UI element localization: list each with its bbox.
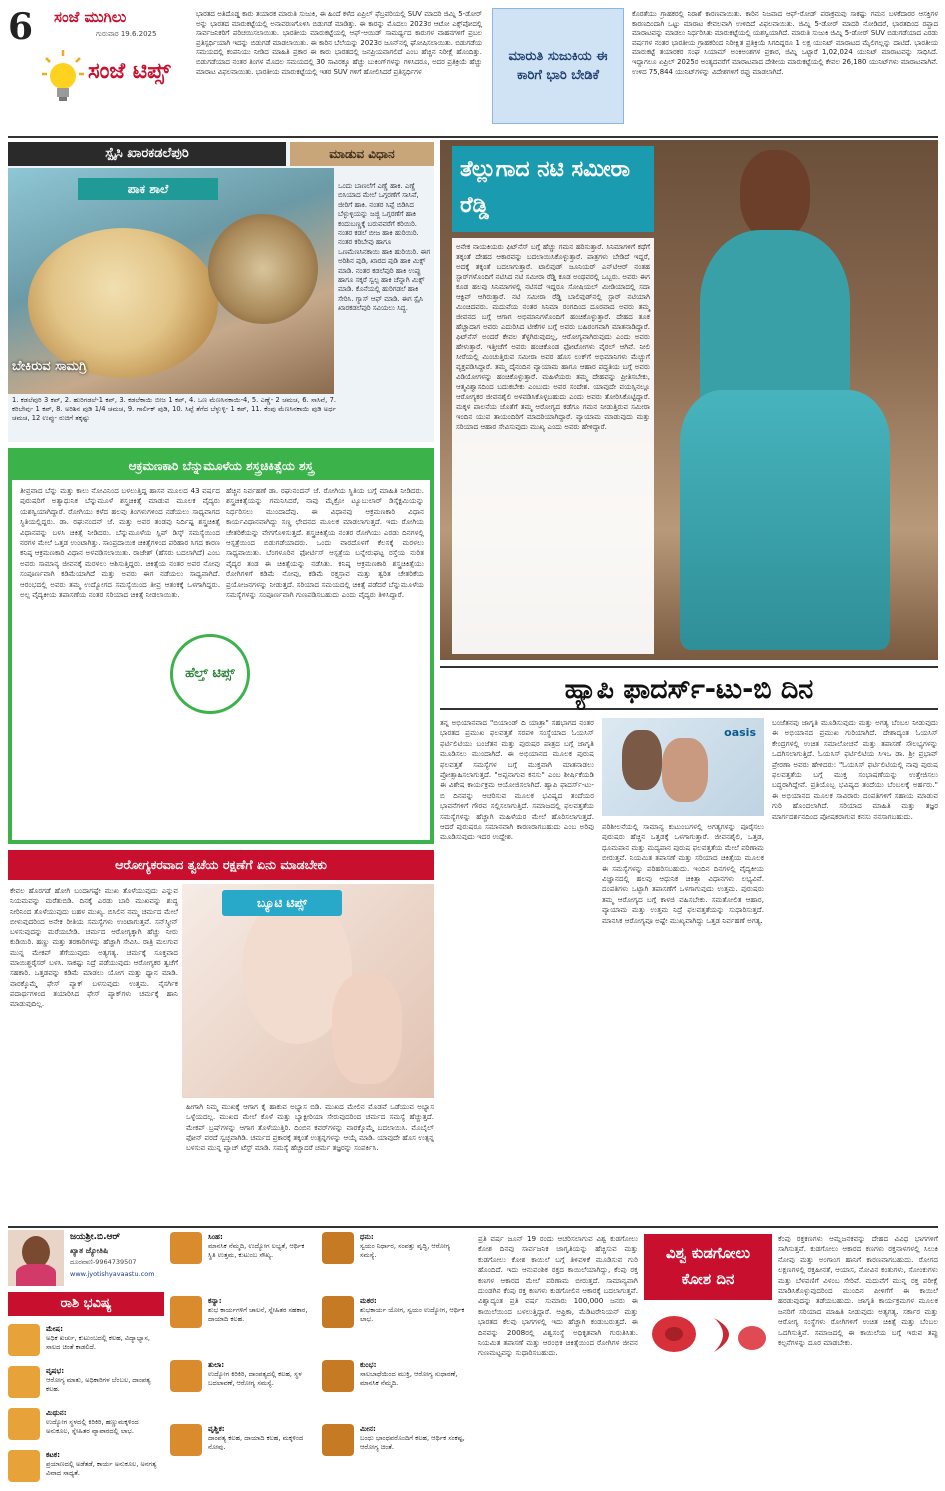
horoscope-item <box>322 1422 468 1482</box>
paper-name: ಸಂಜೆ ಮುಗಿಲು <box>54 8 127 26</box>
horoscope-item <box>322 1358 468 1418</box>
zodiac-text: ದಾಂಪತ್ಯ ಕಲಹ, ದಾಯಾದಿ ಕಲಹ, ಮಕ್ಕಳಿಂದ ನೋವು. <box>208 1434 304 1451</box>
recipe-ingredients: 1. ಕಡಲೆಪುರಿ 3 ಕಪ್, 2. ಹುರಿಗಡಲೆ-1 ಕಪ್, 3. ಕಡಲೆಕಾಯಿ ಬೀಜ 1 ಕಪ್, 4. ಒಣ ಮೆಣಸಿನಕಾಯಿ-4, 5. ಎಣ್ಣೆ- 2 ಚಮಚ, 6. ಸಾಸಿವೆ, 7. ಕರಿಬೇವು- 1 ಕಪ್, 8. ಅರಿಶಿನ ಪುಡಿ 1/4 ಚಮಚ, 9. ಗಾರ್ಲಿಕ್ ಪುಡಿ, 10. ಸಿಪ್ಪೆ ತೆಗೆದ ಬೆಳ್ಳುಳ್ಳಿ- 1 ಕಪ್, 11. ಕೆಂಪು ಮೆಣಸಿನಕಾಯಿ ಪುಡಿ ಅರ್ಧ ಚಮಚ, 12 ಉಪ್ಪು- ರುಚಿಗೆ ತಕ್ಕಷ್ಟು <box>12 396 336 423</box>
recipe-method: ಒಂದು ಬಾಣಲೆಗೆ ಎಣ್ಣೆ ಹಾಕಿ. ಎಣ್ಣೆ ಬಿಸಿಯಾದ ಮೇಲೆ ಒಗ್ಗರಣೆಗೆ ಸಾಸಿವೆ, ಜೀರಿಗೆ ಹಾಕಿ. ನಂತರ ಸಿಪ್ಪೆ ಬಿಡಿಸಿದ ಬೆಳ್ಳುಳ್ಳಿಯನ್ನು ಜಜ್ಜಿ ಒಗ್ಗರಣೆಗೆ ಹಾಕಿ ಕಂದುಬಣ್ಣಕ್ಕೆ ಬರುವವರೆಗೆ ಕರಿಯಿರಿ. ನಂತರ ಕಡಲೆ ಬೀಜ ಹಾಕಿ ಹುರಿಯಿರಿ. ನಂತರ ಕರಿಬೇವು ಹಾಗೂ ಒಣಮೆಣಸಿನಕಾಯಿ ಹಾಕಿ ಹುರಿಯಿರಿ. ಈಗ ಅರಿಶಿನ ಪುಡಿ, ಖಾರದ ಪುಡಿ ಹಾಕಿ ಮಿಕ್ಸ್ ಮಾಡಿ. ನಂತರ ಕಡಲೆಪುರಿ ಹಾಕಿ ಉಪ್ಪು ಹಾಗೂ ಸಕ್ಕರೆ ಸ್ವಲ್ಪ ಹಾಕಿ ಚೆನ್ನಾಗಿ ಮಿಕ್ಸ್ ಮಾಡಿ. ಕೊನೆಯಲ್ಲಿ ಹುರಿಗಡಲೆ ಹಾಕಿ ಸೇರಿಸಿ. ಗ್ಯಾಸ್ ಆಫ್ ಮಾಡಿ. ಈಗ ಸ್ಪೈಸಿ ಖಾರಕಡಲೆಪುರಿ ಸವಿಯಲು ಸಿದ್ಧ. <box>338 182 431 313</box>
fathers-section <box>440 666 938 1222</box>
horoscope-item <box>170 1230 316 1290</box>
maruti-body-left: ಭಾರತದ ಅತಿದೊಡ್ಡ ಕಾರು ತಯಾರಕ ಮಾರುತಿ ಸುಜುಕಿ, ಈ ಹಿಂದೆ ಕಳೆದ ಏಪ್ರಿಲ್ ಫೆಬ್ರವರಿಯಲ್ಲಿ SUV ಮಾದರಿ ಜಿಮ್ನಿ 5-ಡೋರ್ ಅನ್ನು ಭಾರತದ ಮಾರುಕಟ್ಟೆಯಲ್ಲಿ ಅನಾವರಣಗೊಳಿಸಿ ಬಿಡುಗಡೆ ಮಾಡಿತ್ತು. ಈ ಕಾರನ್ನು ಮೊದಲು 2023ರ ಆಟೋ ಎಕ್ಸ್‌ಪೋದಲ್ಲಿ ಸಾರ್ವಜನಿಕರಿಗೆ ಪರಿಚಯಿಸಲಾಯಿತು. ಭಾರತೀಯ ಮಾರುಕಟ್ಟೆಯಲ್ಲಿ ಆಫ್-ಆಯಿಡ್ ಸಾಮರ್ಥ್ಯದ ಕಾರುಗಳ ವಾಹನಗಳಿಗೆ ಪ್ರಬಲ ಪ್ರತಿಸ್ಪರ್ಧಿಯಾಗಿ ಇದನ್ನು ಬಿಡುಗಡೆ ಮಾಡಲಾಯಿತು. ಈ ಕಾರಿನ ಬೆಲೆಯನ್ನು 2023ರ ಜೂನ್‌ನಲ್ಲಿ ಘೋಷಿಸಲಾಯಿತು. ಬಿಡುಗಡೆಯ ಸಮಯದಲ್ಲಿ ಕಂಪನಿಯು ನೀಡಿದ ಮಾಹಿತಿ ಪ್ರಕಾರ ಈ ಕಾರು ಭಾರತದಲ್ಲಿ ಜನಪ್ರಿಯವಾಗಲಿದೆ ಎಂಬ ಹೆಚ್ಚಿನ ನಿರೀಕ್ಷೆ ಹೊಂದಿತ್ತು. ಬಿಡುಗಡೆಯಾದ ನಂತರ ತಿಂಗಳ ಮೊದಲ ಸಮಯದಲ್ಲಿ 30 ಸಾವಿರಕ್ಕೂ ಹೆಚ್ಚು ಬುಕಿಂಗ್‌ಗಳನ್ನು ಗಳಿಸಿದರೂ, ಅದರ ಪ್ರತಿಕ್ರಿಯೆ ಹೆಚ್ಚು ಮಾರಾಟ ವಿಫಲವಾಯಿತು. ಭಾರತೀಯ ಮಾರುಕಟ್ಟೆಯಲ್ಲಿ ಇತರ SUV ಗಳಿಗೆ ಹೋಲಿಸಿದರೆ ಪ್ರತಿಸ್ಪರ್ಧಿಗಳ <box>196 10 482 76</box>
actress-figure <box>670 140 900 660</box>
horoscope-item <box>322 1230 468 1290</box>
snack-bowl <box>28 228 218 378</box>
skin-badge: ಬ್ಯೂಟಿ ಟಿಪ್ಸ್ <box>222 890 342 916</box>
horoscope-item <box>8 1406 164 1446</box>
skin-body-left: ಕೇವಲ ಹೊರಗಡೆ ಹೋಗಿ ಬಂದಾಗಷ್ಟೇ ಮುಖ ತೊಳೆಯುವುದು ಎನ್ನುವ ನಿಯಮವನ್ನು ಮರೆತುಬಿಡಿ. ದಿನಕ್ಕೆ ಎರಡು ಬಾರಿ ಮುಖವನ್ನು ಶುದ್ಧ ನೀರಿನಿಂದ ತೊಳೆಯುವುದು ಬಹಳ ಮುಖ್ಯ. ಬಿಸಿಲಿನ ನಮ್ಮ ಚರ್ಮದ ಮೇಲೆ ಬೀಳುವುದರಿಂದ ಅನೇಕ ರೀತಿಯ ಸಮಸ್ಯೆಗಳು ಉಂಟಾಗುತ್ತವೆ. ಸನ್‌ಸ್ಕ್ರೀನ್ ಬಳಸುವುದನ್ನು ಮರೆಯಬೇಡಿ. ಚರ್ಮದ ಆರೋಗ್ಯಕ್ಕಾಗಿ ಹೆಚ್ಚು ನೀರು ಕುಡಿಯಿರಿ. ಹಣ್ಣು ಮತ್ತು ತರಕಾರಿಗಳನ್ನು ಹೆಚ್ಚಾಗಿ ಸೇವಿಸಿ. ರಾತ್ರಿ ಮಲಗುವ ಮುನ್ನ ಮೇಕಪ್ ತೆಗೆಯುವುದು ಅತ್ಯಗತ್ಯ. ಚರ್ಮಕ್ಕೆ ಸೂಕ್ತವಾದ ಮಾಯಿಶ್ಚರೈಸರ್ ಬಳಸಿ. ಸಾಕಷ್ಟು ನಿದ್ರೆ ಪಡೆಯುವುದು ಆರೋಗ್ಯಕರ ತ್ವಚೆಗೆ ಸಹಕಾರಿ. ಒತ್ತಡವನ್ನು ಕಡಿಮೆ ಮಾಡಲು ಯೋಗ ಮತ್ತು ಧ್ಯಾನ ಮಾಡಿ. ವಾರಕ್ಕೊಮ್ಮೆ ಫೇಸ್ ಪ್ಯಾಕ್ ಬಳಸುವುದು ಉತ್ತಮ. ನೈಸರ್ಗಿಕ ಪದಾರ್ಥಗಳಿಂದ ತಯಾರಿಸಿದ ಫೇಸ್ ಪ್ಯಾಕ್‌ಗಳು ಚರ್ಮಕ್ಕೆ ಹಾನಿ ಮಾಡುವುದಿಲ್ಲ. <box>10 886 178 1009</box>
zodiac-name: ವೃಷಭ: <box>46 1366 65 1375</box>
astrologer-phone: ದೂರವಾಣಿ-9964739507 <box>70 1258 137 1266</box>
zodiac-icon <box>322 1296 354 1328</box>
skin-section <box>8 850 434 1222</box>
page-number: 6 <box>8 6 34 48</box>
ozone-headline-box <box>644 1234 772 1300</box>
zodiac-name: ತುಲಾ: <box>208 1360 225 1369</box>
maruti-headline: ಮಾರುತಿ ಸುಜುಕಿಯ ಈ ಕಾರಿಗೆ ಭಾರಿ ಬೇಡಿಕೆ <box>508 49 608 83</box>
maruti-body-right: ಕೊರತೆಯು ಗ್ರಾಹಕರಲ್ಲಿ ನಿರಾಶೆ ಕಾರಣವಾಯಿತು. ಕಾರಿನ ನಿಜವಾದ ಆಫ್-ರೋಡ್ ಪರಾಕ್ರಮವು ಸಾಕಷ್ಟು ಗಮನ ಬಳಕೆದಾರರ ಆಸಕ್ತಿಗಳ ಕಾರಣದಿಂದಾಗಿ ಒಟ್ಟು ಮಾರಾಟ ಕೇವಲವಾಗಿ ಉಳಿದಿದೆ ವಿಫಲವಾಯಿತು. ಜಿಮ್ನಿ 5-ಡೋರ್ ಮಾದರಿ ನೋಡಿದರೆ, ಭಾರತದಿಂದ ರಫ್ತಾದ ಮಾರಾಟವನ್ನು ಮಾಡಲು ನಿರ್ಧರಿಸಿತು ಮಾರುಕಟ್ಟೆಯಲ್ಲಿ ಯಶಸ್ವಿಯಾಗಿದೆ. ಮಾರುತಿ ಸುಜುಕಿ ಜಿಮ್ನಿ 5-ಡೋರ್ SUV ಬಿಡುಗಡೆಯಾದ ಎರಡು ವರ್ಷಗಳ ನಂತರ ಭಾರತೀಯ ಗ್ರಾಹಕರಿಂದ ನಿರೀಕ್ಷಿತ ಪ್ರತಿಕ್ರಿಯೆ ಸಿಗದಿದ್ದರೂ 1 ಲಕ್ಷ ಯುನಿಟ್ ಮಾರಾಟದ ಮೈಲಿಗಲ್ಲನ್ನು ದಾಟಿದೆ. ಭಾರತೀಯ ಮಾರುಕಟ್ಟೆ ತಯಾರಕರ ಸಂಘ ಸಿಯಾಮ್ ಅಂಕಿಅಂಶಗಳ ಪ್ರಕಾರ, ಜಿಮ್ನಿ ಒಟ್ಟಾರೆ 1,02,024 ಯುನಿಟ್ ಮಾರಾಟವನ್ನು ಸಾಧಿಸಿದೆ. ಇದ್ದಾಗಲೂ ಏಪ್ರಿಲ್ 2025ರ ಅಂತ್ಯದವರೆಗೆ ಮಾರಾಟವಾದ ದೇಶೀಯ ಮಾರುಕಟ್ಟೆಯಲ್ಲಿ ಕೇವಲ 26,180 ಯುನಿಟ್‌ಗಳು ಮಾರಾಟವಾಗಿವೆ. ಉಳಿದ 75,844 ಯುನಿಟ್‌ಗಳನ್ನು ವಿದೇಶಗಳಿಗೆ ರಫ್ತು ಮಾಡಲಾಗಿದೆ. <box>632 10 938 76</box>
maruti-headline-box <box>492 8 624 124</box>
health-badge-text: ಹೆಲ್ತ್ ಟಿಪ್ಸ್ <box>185 666 235 681</box>
zodiac-name: ಮಿಥುನ: <box>46 1408 67 1417</box>
zodiac-icon <box>170 1360 202 1392</box>
zodiac-name: ಕಟಕ: <box>46 1450 61 1459</box>
fathers-ad <box>602 718 764 816</box>
divider <box>8 1226 938 1228</box>
zodiac-text: ಸ್ವಯಂ ನಿರ್ಧಾರ, ಸಂಪತ್ತು ವೃದ್ಧಿ, ಆರೋಗ್ಯ ಸಮಸ್ಯೆ. <box>360 1242 451 1259</box>
zodiac-text: ಆರೋಗ್ಯ ಮಾತು, ಅಧಿಕಾರಿಗಳ ಬೆಂಬಲ, ದಾಂಪತ್ಯ ಕಲಹ. <box>46 1376 151 1393</box>
fathers-col1: ತನ್ನ ಅಭಿಯಾನವಾದ "ಬಿಯಾಂಡ್ ದಿ ಯಾತ್ರಾ" ಸಹಭಾಗದ ನಂತರ ಭಾರತದ ಪ್ರಮುಖ ಫಲವತ್ತತೆ ಸರಪಳಿ ಸಂಸ್ಥೆಯಾದ ಓಯಸಿಸ್ ಫರ್ಟಿಲಿಟಿಯು ಬಂಜೆತನ ಮತ್ತು ಪುರುಷರ ಪಾತ್ರದ ಬಗ್ಗೆ ಜಾಗೃತಿ ಮೂಡಿಸಲು ಮುಂದಾಗಿದೆ. ಈ ಅಭಿಯಾನದ ಮೂಲಕ ಪುರುಷ ಫಲವತ್ತತೆ ಸಮಸ್ಯೆಗಳ ಬಗ್ಗೆ ಮುಕ್ತವಾಗಿ ಮಾತನಾಡಲು ಪ್ರೋತ್ಸಾಹಿಸಲಾಗುತ್ತದೆ. "ಅಪ್ಪನಾಗುವ ಕನಸು" ಎಂಬ ಶೀರ್ಷಿಕೆಯಡಿ ಈ ವಿಶೇಷ ಕಾರ್ಯಕ್ರಮ ಆಯೋಜಿಸಲಾಗಿದೆ. ಹ್ಯಾಪಿ ಫಾದರ್ಸ್-ಟು-ಬಿ ದಿನವನ್ನು ಆಚರಿಸುವ ಮೂಲಕ ಭವಿಷ್ಯದ ತಂದೆಯರ ಭಾವನೆಗಳಿಗೆ ಗೌರವ ಸಲ್ಲಿಸಲಾಗುತ್ತಿದೆ. ಸಮಾಜದಲ್ಲಿ ಫಲವತ್ತತೆಯ ಸಮಸ್ಯೆಗಳನ್ನು ಹೆಚ್ಚಾಗಿ ಮಹಿಳೆಯರ ಮೇಲೆ ಹೊರಿಸಲಾಗುತ್ತದೆ. ಆದರೆ ಪುರುಷರೂ ಸಮಾನವಾಗಿ ಕಾರಣರಾಗಬಹುದು ಎಂಬ ಅರಿವು ಮೂಡಿಸುವುದು ಇದರ ಉದ್ದೇಶ. <box>440 718 594 842</box>
divider <box>8 136 938 138</box>
zodiac-icon <box>8 1450 40 1482</box>
health-badge <box>170 634 250 714</box>
actress-body: ಅನೇಕ ನಾಯಕಿಯರು ಫಿಟ್‌ನೆಸ್ ಬಗ್ಗೆ ಹೆಚ್ಚು ಗಮನ ಹರಿಸುತ್ತಾರೆ. ಸಿನಿಮಾಗಳಿಗೆ ಕಥೆಗೆ ತಕ್ಕಂತೆ ದೇಹದ ಆಕಾರವನ್ನು ಬದಲಾಯಿಸಿಕೊಳ್ಳುತ್ತಾರೆ. ಪಾತ್ರಗಳು ಬೇಡಿದೆ ಇದ್ದರೆ, ಅದಕ್ಕೆ ತಕ್ಕಂತೆ ಬದಲಾಗುತ್ತಾರೆ. ಟಾಲಿವುಡ್ ಜೂನಿಯರ್ ಎನ್‌ಟಿಆರ್ ನಂತಹ ಸ್ಟಾರ್‌ಗಳೊಂದಿಗೆ ನಟಿಸಿದ ನಟಿ ಸಮೀರಾ ರೆಡ್ಡಿ ಕೂಡ ಅಂಥವರಲ್ಲಿ ಒಬ್ಬರು. ಅವರು ಈಗ ಕೂಡ ಹಲವು ಸಿನಿಮಾಗಳಲ್ಲಿ ನಟಿಸದೆ ಇದ್ದರೂ ಸೋಷಿಯಲ್ ಮೀಡಿಯಾದಲ್ಲಿ ಸದಾ ಆಕ್ಟಿವ್ ಆಗಿರುತ್ತಾರೆ. ನಟಿ ಸಮೀರಾ ರೆಡ್ಡಿ ಬಾಲಿವುಡ್‌ನಲ್ಲಿ ಸ್ಟಾರ್ ನಟಿಯಾಗಿ ಮಿಂಚಿದವರು. ಮದುವೆಯ ನಂತರ ಸಿನಿಮಾ ರಂಗದಿಂದ ದೂರವಾದ ಅವರು ತಮ್ಮ ಜೀವನದ ಬಗ್ಗೆ ಆಗಾಗ ಅಭಿಮಾನಿಗಳೊಂದಿಗೆ ಹಂಚಿಕೊಳ್ಳುತ್ತಾರೆ. ದೇಹದ ತೂಕ ಹೆಚ್ಚಾದಾಗ ಅವರು ಎದುರಿಸಿದ ಟೀಕೆಗಳ ಬಗ್ಗೆ ಅವರು ಬಹಿರಂಗವಾಗಿ ಮಾತನಾಡಿದ್ದಾರೆ. ಫಿಟ್‌ನೆಸ್ ಅಂದರೆ ಕೇವಲ ತೆಳ್ಳಗಿರುವುದಲ್ಲ, ಆರೋಗ್ಯವಾಗಿರುವುದು ಎಂದು ಅವರು ಹೇಳುತ್ತಾರೆ. ಇತ್ತೀಚೆಗೆ ಅವರು ಹಂಚಿಕೊಂಡ ಫೋಟೋಗಳು ವೈರಲ್ ಆಗಿವೆ. ನೀಲಿ ಸೀರೆಯಲ್ಲಿ ಮಿಂಚುತ್ತಿರುವ ಸಮೀರಾ ಅವರ ಹೊಸ ಲುಕ್‌ಗೆ ಅಭಿಮಾನಿಗಳು ಮೆಚ್ಚುಗೆ ವ್ಯಕ್ತಪಡಿಸಿದ್ದಾರೆ. ತಮ್ಮ ದೈನಂದಿನ ವ್ಯಾಯಾಮ ಹಾಗೂ ಆಹಾರ ಪದ್ಧತಿಯ ಬಗ್ಗೆ ಅವರು ವಿಡಿಯೋಗಳನ್ನು ಹಂಚಿಕೊಳ್ಳುತ್ತಾರೆ. ಮಹಿಳೆಯರು ತಮ್ಮ ದೇಹವನ್ನು ಪ್ರೀತಿಸಬೇಕು, ಆತ್ಮವಿಶ್ವಾಸದಿಂದ ಬದುಕಬೇಕು ಎಂಬುದು ಅವರ ಸಂದೇಶ. ಯಾವುದೇ ವಯಸ್ಸಿನಲ್ಲೂ ಆರೋಗ್ಯಕರ ಜೀವನಶೈಲಿ ಅಳವಡಿಸಿಕೊಳ್ಳಬಹುದು ಎಂದು ಅವರು ತೋರಿಸಿಕೊಟ್ಟಿದ್ದಾರೆ. ಮಕ್ಕಳ ಪಾಲನೆಯ ಜೊತೆಗೆ ತಮ್ಮ ಆರೋಗ್ಯದ ಕಡೆಗೂ ಗಮನ ನೀಡುತ್ತಿರುವ ಸಮೀರಾ ಇಂದಿನ ಯುವ ತಾಯಂದಿರಿಗೆ ಮಾದರಿಯಾಗಿದ್ದಾರೆ. ವ್ಯಾಯಾಮ ಮಾಡುವುದು ಮತ್ತು ಸರಿಯಾದ ಆಹಾರ ಸೇವಿಸುವುದು ಮುಖ್ಯ ಎಂದು ಅವರು ಹೇಳಿದ್ದಾರೆ. <box>452 238 654 654</box>
zodiac-text: ಸಾಲಬಾಧೆಯಿಂದ ಮುಕ್ತಿ, ಆರೋಗ್ಯ ಸುಧಾರಣೆ, ಮಾನಸಿಕ ನೆಮ್ಮದಿ. <box>360 1370 458 1387</box>
horoscope-item <box>170 1358 316 1418</box>
health-body-right: ಹೆಚ್ಚಿನ ನಿರ್ವಹಣೆ ಡಾ. ರಘುನಂದನ್ ಜೆ. ರೋಗಿಯ ಸ್ಥಿತಿಯ ಬಗ್ಗೆ ಮಾಹಿತಿ ನೀಡಿದರು. ಶಸ್ತ್ರಚಿಕಿತ್ಸೆಯನ್ನು ಗಮನಿಸಿದರೆ, ನಾವು ಮೈಕ್ರೋ ಟ್ಯೂಬುಲಾರ್ ಡಿಸ್ಕೆಕ್ಟಮಿಯನ್ನು ನಿರ್ಧರಿಸಲು ಮುಂದಾದೆವು. ಈ ವಿಧಾನವು ಆಕ್ರಮಣಕಾರಿ ವಿಧಾನ ಕಾರ್ಯವಿಧಾನವಾಗಿದ್ದು ಸಣ್ಣ ಛೇದನದ ಮೂಲಕ ಮಾಡಲಾಗುತ್ತದೆ. ಇದು ರೋಗಿಯ ಚೇತರಿಕೆಯನ್ನು ವೇಗಗೊಳಿಸುತ್ತದೆ. ಶಸ್ತ್ರಚಿಕಿತ್ಸೆಯ ನಂತರ ರೋಗಿಯು ಎರಡು ದಿನಗಳಲ್ಲಿ ಆಸ್ಪತ್ರೆಯಿಂದ ಬಿಡುಗಡೆಯಾದರು. ಒಂದು ವಾರದೊಳಗೆ ಕೆಲಸಕ್ಕೆ ಮರಳಲು ಸಾಧ್ಯವಾಯಿತು. ಬೆಂಗಳೂರಿನ ಫೋರ್ಟಿಸ್ ಆಸ್ಪತ್ರೆಯ ಬನ್ನೇರುಘಟ್ಟ ರಸ್ತೆಯ ನುರಿತ ವೈದ್ಯರ ತಂಡ ಈ ಚಿಕಿತ್ಸೆಯನ್ನು ನಡೆಸಿತು. ಕನಿಷ್ಠ ಆಕ್ರಮಣಕಾರಿ ಶಸ್ತ್ರಚಿಕಿತ್ಸೆಯು ರೋಗಿಗಳಿಗೆ ಕಡಿಮೆ ನೋವು, ಕಡಿಮೆ ರಕ್ತಸ್ರಾವ ಮತ್ತು ತ್ವರಿತ ಚೇತರಿಕೆಯ ಪ್ರಯೋಜನಗಳನ್ನು ನೀಡುತ್ತದೆ. ಸರಿಯಾದ ಸಮಯದಲ್ಲಿ ಚಿಕಿತ್ಸೆ ಪಡೆದರೆ ಬೆನ್ನುಮೂಳೆಯ ಸಮಸ್ಯೆಗಳನ್ನು ಸಂಪೂರ್ಣವಾಗಿ ಗುಣಪಡಿಸಬಹುದು ಎಂದು ವೈದ್ಯರು ತಿಳಿಸಿದ್ದಾರೆ. <box>226 486 424 600</box>
skin-photo <box>182 884 434 1098</box>
zodiac-text: ಮಾನಸಿಕ ನೆಮ್ಮದಿ, ಉದ್ಯೋಗ ಲಭ್ಯತೆ, ಆರ್ಥಿಕ ಸ್ಥಿತಿ ಉತ್ತಮ, ಕುಟುಂಬ ಸೌಖ್ಯ. <box>208 1242 305 1259</box>
ozone-headline: ವಿಶ್ವ ಕುಡಗೋಲು ಕೋಶ ದಿನ <box>666 1244 750 1288</box>
astrologer-website: www.jyotishyavaastu.com <box>70 1270 155 1278</box>
astrologer-role: ಖ್ಯಾತ ಜ್ಯೋತಿಷಿ <box>70 1246 109 1255</box>
horoscope-item <box>8 1448 164 1488</box>
zodiac-text: ಉದ್ಯೋಗ ಸ್ಥಳದಲ್ಲಿ ಕಿರಿಕಿರಿ, ಹಣ್ಣುಮಕ್ಕಳಿಂದ ಅನುಕೂಲ, ಸ್ನೇಹಿತರ ವ್ಯಾಪಾರದಲ್ಲಿ ಲಾಭ. <box>46 1418 139 1435</box>
horoscope-item <box>170 1294 316 1354</box>
zodiac-name: ಮಕರ: <box>360 1296 377 1305</box>
zodiac-icon <box>8 1324 40 1356</box>
horoscope-item <box>8 1322 164 1362</box>
zodiac-icon <box>322 1424 354 1456</box>
zodiac-name: ಕುಂಭ: <box>360 1360 377 1369</box>
zodiac-name: ಮೀನ: <box>360 1424 376 1433</box>
skin-headline: ಆರೋಗ್ಯಕರವಾದ ತ್ವಚೆಯ ರಕ್ಷಣೆಗೆ ಏನು ಮಾಡಬೇಕು <box>8 850 434 880</box>
horoscope-item <box>322 1294 468 1354</box>
astrologer-name: ಜಯಶ್ರೀ.ಬಿ.ಆರ್ <box>70 1232 121 1242</box>
astrologer-photo <box>8 1230 64 1286</box>
issue-date: ಗುರುವಾರ 19.6.2025 <box>96 30 157 38</box>
zodiac-icon <box>170 1296 202 1328</box>
zodiac-name: ಮೇಷ: <box>46 1324 63 1333</box>
horoscope-item <box>8 1364 164 1404</box>
zodiac-text: ಶುಭಕಾರ್ಯ ಯೋಗ, ಸ್ವಯಂ ಉದ್ಯೋಗ, ಆರ್ಥಿಕ ಲಾಭ. <box>360 1306 465 1323</box>
ozone-col1: ಪ್ರತಿ ವರ್ಷ ಜೂನ್ 19 ರಂದು ಆಚರಿಸಲಾಗುವ ವಿಶ್ವ ಕುಡಗೋಲು ಕೋಶ ದಿನವು ಸಾರ್ವಜನಿಕ ಜಾಗೃತಿಯನ್ನು ಹೆಚ್ಚಿಸುವ ಮತ್ತು ಕುಡಗೋಲು ಕೋಶ ಕಾಯಿಲೆ ಬಗ್ಗೆ ತಿಳಿವಳಿಕೆ ಮೂಡಿಸುವ ಗುರಿ ಹೊಂದಿದೆ. ಇದು ಆನುವಂಶಿಕ ರಕ್ತದ ಕಾಯಿಲೆಯಾಗಿದ್ದು, ಕೆಂಪು ರಕ್ತ ಕಣಗಳ ಆಕಾರದ ಮೇಲೆ ಪರಿಣಾಮ ಬೀರುತ್ತದೆ. ಸಾಮಾನ್ಯವಾಗಿ ದುಂಡಗಿನ ಕೆಂಪು ರಕ್ತ ಕಣಗಳು ಕುಡಗೋಲಿನ ಆಕಾರಕ್ಕೆ ಬದಲಾಗುತ್ತವೆ. ವಿಶ್ವಾದ್ಯಂತ ಪ್ರತಿ ವರ್ಷ ಸುಮಾರು 100,000 ಜನರು ಈ ಕಾಯಿಲೆಯಿಂದ ಬಳಲುತ್ತಿದ್ದಾರೆ. ಆಫ್ರಿಕಾ, ಮೆಡಿಟರೇನಿಯನ್ ಮತ್ತು ಭಾರತದ ಕೆಲವು ಭಾಗಗಳಲ್ಲಿ ಇದು ಹೆಚ್ಚಾಗಿ ಕಂಡುಬರುತ್ತದೆ. ಈ ದಿನವನ್ನು 2008ರಲ್ಲಿ ವಿಶ್ವಸಂಸ್ಥೆ ಅಧಿಕೃತವಾಗಿ ಗುರುತಿಸಿತು. ನಿಯಮಿತ ತಪಾಸಣೆ ಮತ್ತು ಆರಂಭಿಕ ಚಿಕಿತ್ಸೆಯಿಂದ ರೋಗಿಗಳ ಜೀವನ ಗುಣಮಟ್ಟವನ್ನು ಸುಧಾರಿಸಬಹುದು. <box>478 1234 638 1358</box>
zodiac-icon <box>322 1232 354 1264</box>
fathers-col3: ಬಂಜೆತನವು ಜಾಗೃತಿ ಮೂಡಿಸುವುದು ಮತ್ತು ಅಗತ್ಯ ಬೆಂಬಲ ನೀಡುವುದು ಈ ಅಭಿಯಾನದ ಪ್ರಮುಖ ಗುರಿಯಾಗಿದೆ. ದೇಶಾದ್ಯಂತ ಓಯಸಿಸ್ ಕೇಂದ್ರಗಳಲ್ಲಿ ಉಚಿತ ಸಮಾಲೋಚನೆ ಮತ್ತು ತಪಾಸಣೆ ಸೌಲಭ್ಯಗಳನ್ನು ಒದಗಿಸಲಾಗುತ್ತಿದೆ. ಓಯಸಿಸ್ ಫರ್ಟಿಲಿಟಿಯ ಸಿಇಒ ಡಾ. ಶ್ರೀ ಪ್ರಭಾವ್ ಪ್ರೇರಣಾ ಅವರು ಹೇಳಿದರು: "ಓಯಸಿಸ್ ಫರ್ಟಿಲಿಟಿಯಲ್ಲಿ ನಾವು ಪುರುಷ ಫಲವತ್ತತೆಯ ಬಗ್ಗೆ ಮುಕ್ತ ಸಂಭಾಷಣೆಯನ್ನು ಉತ್ತೇಜಿಸಲು ಬದ್ಧರಾಗಿದ್ದೇವೆ. ಪ್ರತಿಯೊಬ್ಬ ಭವಿಷ್ಯದ ತಂದೆಯು ಬೆಂಬಲಕ್ಕೆ ಅರ್ಹರು." ಈ ಅಭಿಯಾನದ ಮೂಲಕ ಸಾವಿರಾರು ದಂಪತಿಗಳಿಗೆ ಸಹಾಯ ಮಾಡುವ ಗುರಿ ಹೊಂದಲಾಗಿದೆ. ಸರಿಯಾದ ಮಾಹಿತಿ ಮತ್ತು ತಜ್ಞರ ಮಾರ್ಗದರ್ಶನದಿಂದ ಪೋಷಕರಾಗುವ ಕನಸು ನನಸಾಗಬಹುದು. <box>772 718 938 821</box>
zodiac-text: ಉದ್ಯೋಗ ಕಿರಿಕಿರಿ, ದಾಂಪತ್ಯದಲ್ಲಿ ಕಲಹ, ಸ್ಥಳ ಬದಲಾವಣೆ, ಆರೋಗ್ಯ ಸಮಸ್ಯೆ. <box>208 1370 302 1387</box>
zodiac-name: ಸಿಂಹ: <box>208 1232 223 1241</box>
health-body-left: ತೀವ್ರವಾದ ಬೆನ್ನು ಮತ್ತು ಕಾಲು ನೋವಿನಿಂದ ಬಳಲುತ್ತಿದ್ದ ಹಾಸನ ಮೂಲದ 43 ವರ್ಷದ ಪುರುಷರಿಗೆ ಅತ್ಯಾಧುನಿಕ ಬೆನ್ನುಮೂಳೆ ಶಸ್ತ್ರಚಿಕಿತ್ಸೆ ಮಾಡುವ ಮೂಲಕ ವೈದ್ಯರು ಯಶಸ್ವಿಯಾಗಿದ್ದಾರೆ. ರೋಗಿಯು ಕಳೆದ ಹಲವು ತಿಂಗಳುಗಳಿಂದ ನಡೆಯಲು ಸಾಧ್ಯವಾಗದ ಸ್ಥಿತಿಯಲ್ಲಿದ್ದರು. ಡಾ. ರಘುನಂದನ್ ಜೆ. ಮತ್ತು ಅವರ ತಂಡವು ನಿರ್ದಿಷ್ಟ ಶಸ್ತ್ರಚಿಕಿತ್ಸೆ ವಿಧಾನವನ್ನು ಬಳಸಿ ಚಿಕಿತ್ಸೆ ನೀಡಿದರು. ಬೆನ್ನುಮೂಳೆಯ ಸ್ಲಿಪ್ ಡಿಸ್ಕ್ ಸಮಸ್ಯೆಯಿಂದ ನರಗಳ ಮೇಲೆ ಒತ್ತಡ ಉಂಟಾಗಿತ್ತು. ಸಾಂಪ್ರದಾಯಿಕ ಚಿಕಿತ್ಸೆಗಳಿಂದ ಪರಿಹಾರ ಸಿಗದ ಕಾರಣ ಕನಿಷ್ಠ ಆಕ್ರಮಣಕಾರಿ ವಿಧಾನ ಅಳವಡಿಸಲಾಯಿತು. ರಾಜೇಶ್ (ಹೆಸರು ಬದಲಾಗಿದೆ) ಎಂಬ ಅವರು ಸಾಮಾನ್ಯ ಜೀವನಕ್ಕೆ ಮರಳಲು ಆಶಿಸುತ್ತಿದ್ದರು. ಚಿಕಿತ್ಸೆಯ ನಂತರ ಅವರ ನೋವು ಸಂಪೂರ್ಣವಾಗಿ ಕಡಿಮೆಯಾಗಿದೆ ಮತ್ತು ಅವರು ಈಗ ನಡೆಯಲು ಸಾಧ್ಯವಾಗಿದೆ. ಆರಂಭದಲ್ಲಿ ಅವರು ತಮ್ಮ ಉದ್ಯೋಗದ ಸಮಸ್ಯೆಯಿಂದ ತೀವ್ರ ಆತಂಕಕ್ಕೆ ಒಳಗಾಗಿದ್ದರು. ಅಲ್ಪ ವೈದ್ಯಕೀಯ ತಪಾಸಣೆಯ ನಂತರ ಸರಿಯಾದ ಚಿಕಿತ್ಸೆ ನೀಡಲಾಯಿತು. <box>20 486 220 600</box>
skin-body-right: ಹೀಗಾಗಿ ನಿಮ್ಮ ಮುಖಕ್ಕೆ ಆಗಾಗ ಕೈ ಹಾಕುವ ಅಭ್ಯಾಸ ಬಿಡಿ. ಮುಖದ ಮೇಲಿನ ಮೊಡವೆ ಒಡೆಯುವ ಅಭ್ಯಾಸ ಒಳ್ಳೆಯದಲ್ಲ. ಮುಖದ ಮೇಲೆ ಕೊಳೆ ಮತ್ತು ಬ್ಯಾಕ್ಟೀರಿಯಾ ಸೇರುವುದರಿಂದ ಚರ್ಮದ ಸಮಸ್ಯೆ ಹೆಚ್ಚುತ್ತದೆ. ಮೇಕಪ್ ಬ್ರಷ್‌ಗಳನ್ನು ಆಗಾಗ ತೊಳೆಯುತ್ತಿರಿ. ದಿಂಬಿನ ಕವರ್‌ಗಳನ್ನು ವಾರಕ್ಕೊಮ್ಮೆ ಬದಲಾಯಿಸಿ. ಮೊಬೈಲ್ ಫೋನ್ ಪರದೆ ಸ್ವಚ್ಛವಾಗಿಡಿ. ಚರ್ಮದ ಪ್ರಕಾರಕ್ಕೆ ತಕ್ಕಂತೆ ಉತ್ಪನ್ನಗಳನ್ನು ಆಯ್ಕೆ ಮಾಡಿ. ಯಾವುದೇ ಹೊಸ ಉತ್ಪನ್ನ ಬಳಸುವ ಮುನ್ನ ಪ್ಯಾಚ್ ಟೆಸ್ಟ್ ಮಾಡಿ. ಸಮಸ್ಯೆ ಹೆಚ್ಚಾದರೆ ಚರ್ಮ ತಜ್ಞರನ್ನು ಸಂಪರ್ಕಿಸಿ. <box>186 1102 434 1153</box>
health-headline: ಆಕ್ರಮಣಕಾರಿ ಬೆನ್ನುಮೂಳೆಯ ಶಸ್ತ್ರಚಿಕಿತ್ಸೆಯ ಶಸ್ತ್ರ <box>12 452 430 480</box>
horoscope-item <box>170 1422 316 1482</box>
zodiac-name: ವೃಶ್ಚಿಕ: <box>208 1424 225 1433</box>
fathers-col2: ಪರಿಶೀಲನೆಯಲ್ಲಿ ಸಾಮಾನ್ಯ ಕುಟುಂಬಗಳಲ್ಲಿ ಅಗತ್ಯಗಳನ್ನು ಪೂರೈಸಲು ಪುರುಷರು ಹೆಚ್ಚಿನ ಒತ್ತಡಕ್ಕೆ ಒಳಗಾಗುತ್ತಾರೆ. ಜೀವನಶೈಲಿ, ಒತ್ತಡ, ಧೂಮಪಾನ ಮತ್ತು ಮದ್ಯಪಾನ ಪುರುಷ ಫಲವತ್ತತೆಯ ಮೇಲೆ ಪರಿಣಾಮ ಬೀರುತ್ತವೆ. ನಿಯಮಿತ ತಪಾಸಣೆ ಮತ್ತು ಸರಿಯಾದ ಚಿಕಿತ್ಸೆಯ ಮೂಲಕ ಈ ಸಮಸ್ಯೆಗಳನ್ನು ಪರಿಹರಿಸಬಹುದು. ಇಂದಿನ ದಿನಗಳಲ್ಲಿ ವೈದ್ಯಕೀಯ ವಿಜ್ಞಾನದಲ್ಲಿ ಹಲವು ಆಧುನಿಕ ಚಿಕಿತ್ಸಾ ವಿಧಾನಗಳು ಲಭ್ಯವಿವೆ. ದಂಪತಿಗಳು ಒಟ್ಟಾಗಿ ತಪಾಸಣೆಗೆ ಒಳಗಾಗುವುದು ಉತ್ತಮ. ಪುರುಷರು ತಮ್ಮ ಆರೋಗ್ಯದ ಬಗ್ಗೆ ಕಾಳಜಿ ವಹಿಸಬೇಕು. ಸಮತೋಲಿತ ಆಹಾರ, ವ್ಯಾಯಾಮ ಮತ್ತು ಉತ್ತಮ ನಿದ್ರೆ ಫಲವತ್ತತೆಯನ್ನು ಸುಧಾರಿಸುತ್ತದೆ. ಮಾನಸಿಕ ಆರೋಗ್ಯವೂ ಅಷ್ಟೇ ಮುಖ್ಯವಾಗಿದ್ದು ಒತ್ತಡ ನಿರ್ವಹಣೆ ಅಗತ್ಯ. <box>602 822 764 925</box>
recipe-photo <box>8 168 334 394</box>
zodiac-icon <box>8 1408 40 1440</box>
astro-title: ರಾಶಿ ಭವಿಷ್ಯ <box>8 1292 164 1316</box>
zodiac-name: ಕನ್ಯಾ: <box>208 1296 222 1305</box>
zodiac-icon <box>170 1424 202 1456</box>
ingredients-label: ಬೇಕಿರುವ ಸಾಮಗ್ರಿ <box>12 359 87 374</box>
zodiac-text: ಶುಭ ಕಾರ್ಯಗಳಿಗೆ ಚಾಲನೆ, ಸ್ನೇಹಿತರ ಸಹಕಾರ, ದಾಯಾದಿ ಕಲಹ. <box>208 1306 308 1323</box>
actress-headline-box <box>452 146 654 232</box>
fathers-headline: ಹ್ಯಾಪಿ ಫಾದರ್ಸ್-ಟು-ಬಿ ದಿನ <box>440 666 938 710</box>
ozone-col2: ಕೆಂಪು ರಕ್ತಕಣಗಳು ಆಮ್ಲಜನಕವನ್ನು ದೇಹದ ವಿವಿಧ ಭಾಗಗಳಿಗೆ ಸಾಗಿಸುತ್ತವೆ. ಕುಡಗೋಲು ಆಕಾರದ ಕಣಗಳು ರಕ್ತನಾಳಗಳಲ್ಲಿ ಸಿಲುಕಿ ನೋವು ಮತ್ತು ಅಂಗಾಂಗ ಹಾನಿಗೆ ಕಾರಣವಾಗಬಹುದು. ರೋಗದ ಲಕ್ಷಣಗಳಲ್ಲಿ ರಕ್ತಹೀನತೆ, ಆಯಾಸ, ನೋವಿನ ಕಂತುಗಳು, ಸೋಂಕುಗಳು ಮತ್ತು ಬೆಳವಣಿಗೆ ವಿಳಂಬ ಸೇರಿವೆ. ಮದುವೆಗೆ ಮುನ್ನ ರಕ್ತ ಪರೀಕ್ಷೆ ಮಾಡಿಸಿಕೊಳ್ಳುವುದರಿಂದ ಮುಂದಿನ ಪೀಳಿಗೆಗೆ ಈ ಕಾಯಿಲೆ ಹರಡುವುದನ್ನು ತಡೆಯಬಹುದು. ಜಾಗೃತಿ ಕಾರ್ಯಕ್ರಮಗಳ ಮೂಲಕ ಜನರಿಗೆ ಸರಿಯಾದ ಮಾಹಿತಿ ನೀಡುವುದು ಅತ್ಯಗತ್ಯ. ಸರ್ಕಾರ ಮತ್ತು ಆರೋಗ್ಯ ಸಂಸ್ಥೆಗಳು ರೋಗಿಗಳಿಗೆ ಉಚಿತ ಚಿಕಿತ್ಸೆ ಮತ್ತು ಬೆಂಬಲ ಒದಗಿಸುತ್ತಿವೆ. ಸಮಾಜದಲ್ಲಿ ಈ ಕಾಯಿಲೆಯ ಬಗ್ಗೆ ಇರುವ ತಪ್ಪು ಕಲ್ಪನೆಗಳನ್ನು ದೂರ ಮಾಡಬೇಕು. <box>778 1234 938 1348</box>
zodiac-name: ಧನು: <box>360 1232 374 1241</box>
ad-brand: oasis <box>724 726 756 739</box>
actress-headline: ತೆಲ್ಲುಗಾದ ನಟಿ ಸಮೀರಾ ರೆಡ್ಡಿ <box>460 157 630 218</box>
masthead <box>8 6 190 130</box>
section-title: ಸಂಜೆ ಟಿಪ್ಸ್ <box>88 59 171 84</box>
method-label: ಮಾಡುವ ವಿಧಾನ <box>290 142 434 166</box>
zodiac-icon <box>322 1360 354 1392</box>
zodiac-text: ಪ್ರಯಾಣದಲ್ಲಿ ಅಡೆತಡೆ, ಕಾರ್ಯ ಅನುಕೂಲ, ಅನಗತ್ಯ ವಿವಾದ ಸಾಧ್ಯತೆ. <box>46 1460 157 1477</box>
kitchen-label: ಪಾಕ ಶಾಲೆ <box>78 178 218 200</box>
zodiac-text: ಅಧಿಕ ಖರ್ಚು, ಕುಟುಂಬದಲ್ಲಿ ಕಲಹ, ವಿದ್ಯಾಭ್ಯಾಸ, ಸಾಲದ ಚಿಂತೆ ಕಾಡಲಿದೆ. <box>46 1334 150 1351</box>
sickle-cell-illustration <box>644 1304 772 1364</box>
astro-section <box>8 1230 470 1488</box>
bulb-icon <box>42 50 84 100</box>
health-section <box>8 448 434 844</box>
recipe-section <box>8 142 434 442</box>
zodiac-icon <box>8 1366 40 1398</box>
zodiac-icon <box>170 1232 202 1264</box>
recipe-title: ಸ್ಪೈಸಿ ಖಾರಕಡಲೆಪುರಿ <box>8 142 286 166</box>
zodiac-text: ಬಂಧು ಭಾಂಧವರೊಂದಿಗೆ ಕಲಹ, ಆರ್ಥಿಕ ಸಂಕಷ್ಟ, ಆರೋಗ್ಯ ಚಿಂತೆ. <box>360 1434 465 1451</box>
snack-paper <box>208 214 318 324</box>
